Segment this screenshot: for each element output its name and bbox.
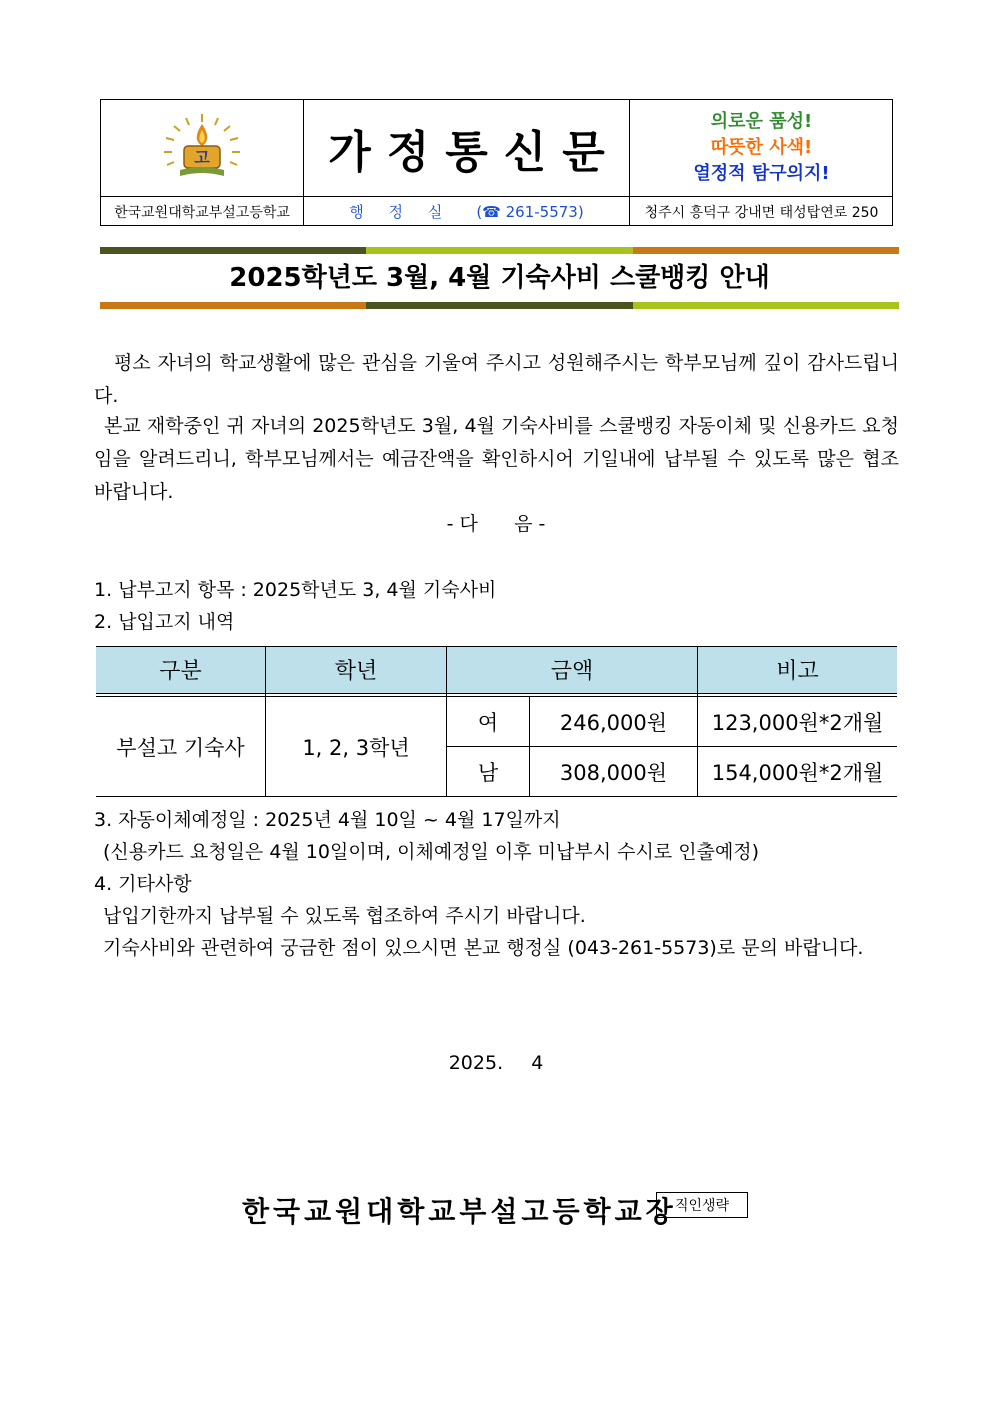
table-cell-gender: 남 [477, 760, 499, 785]
document-title: 2025학년도 3월, 4월 기숙사비 스쿨뱅킹 안내 [229, 263, 770, 293]
issue-date: 2025. 4 [448, 1052, 544, 1074]
svg-text:고: 고 [194, 148, 210, 167]
banner-bar-top [100, 247, 899, 254]
table-header-amount: 금액 [447, 646, 697, 693]
item-4: 4. 기타사항 [94, 873, 192, 895]
principal-signature: 한국교원대학교부설고등학교장 [242, 1195, 677, 1228]
table-cell-grade: 1, 2, 3학년 [302, 735, 410, 760]
school-logo [101, 100, 303, 196]
table-header-grade: 학년 [266, 646, 446, 693]
greeting-paragraph: 평소 자녀의 학교생활에 많은 관심을 기울여 주시고 성원해주시는 학부모님께 깊이 감사드립니다. [94, 352, 899, 407]
item-3-note: (신용카드 요청일은 4월 10일이며, 이체예정일 이후 미납부시 수시로 인출예정) [103, 841, 760, 863]
table-cell-amount: 308,000원 [559, 760, 668, 785]
table-cell-amount: 246,000원 [559, 710, 668, 735]
notice-heading: - 다 음 - [446, 513, 546, 535]
table-cell-note: 123,000원*2개월 [711, 710, 884, 735]
seal-omitted-box: 직인생략 [656, 1192, 748, 1218]
item-3: 3. 자동이체예정일 : 2025년 4월 10일 ~ 4월 17일까지 [94, 809, 561, 831]
motto-line: 따뜻한 사색! [710, 137, 813, 158]
table-cell-note: 154,000원*2개월 [711, 760, 884, 785]
item-4-line-2: 기숙사비와 관련하여 궁금한 점이 있으시면 본교 행정실 (043-261-5573)로 문의 바랍니다. [103, 937, 864, 959]
notice-paragraph: 본교 재학중인 귀 자녀의 2025학년도 3월, 4월 기숙사비를 스쿨뱅킹 자동이체 및 신용카드 요청임을 알려드리니, 학부모님께서는 예금잔액을 확인하시어 기일내에 납부될 수 있도록 많은 협조 바랍니다. [94, 415, 899, 503]
motto-line: 열정적 탐구의지! [693, 163, 830, 184]
table-header-note: 비고 [698, 646, 897, 693]
item-1: 1. 납부고지 항목 : 2025학년도 3, 4월 기숙사비 [94, 579, 497, 601]
table-header-category: 구분 [96, 646, 265, 693]
school-address: 청주시 흥덕구 강내면 태성탑연로 250 [644, 204, 879, 221]
torch-logo-icon [156, 112, 248, 184]
banner-bar-bottom [100, 302, 899, 309]
table-cell-gender: 여 [477, 710, 499, 735]
office-label: 행 정 실 [349, 203, 453, 221]
office-info [304, 197, 629, 226]
payment-table [96, 646, 897, 797]
newsletter-title: 가정통신문 [328, 127, 621, 178]
letterhead [100, 99, 893, 226]
office-phone: (☎ 261-5573) [476, 202, 584, 221]
item-4-line-1: 납입기한까지 납부될 수 있도록 협조하여 주시기 바랍니다. [103, 905, 586, 927]
item-2: 2. 납입고지 내역 [94, 611, 235, 633]
school-name: 한국교원대학교부설고등학교 [114, 204, 290, 221]
school-motto [630, 100, 893, 196]
table-cell-category: 부설고 기숙사 [116, 735, 245, 760]
motto-line: 의로운 품성! [710, 111, 813, 132]
